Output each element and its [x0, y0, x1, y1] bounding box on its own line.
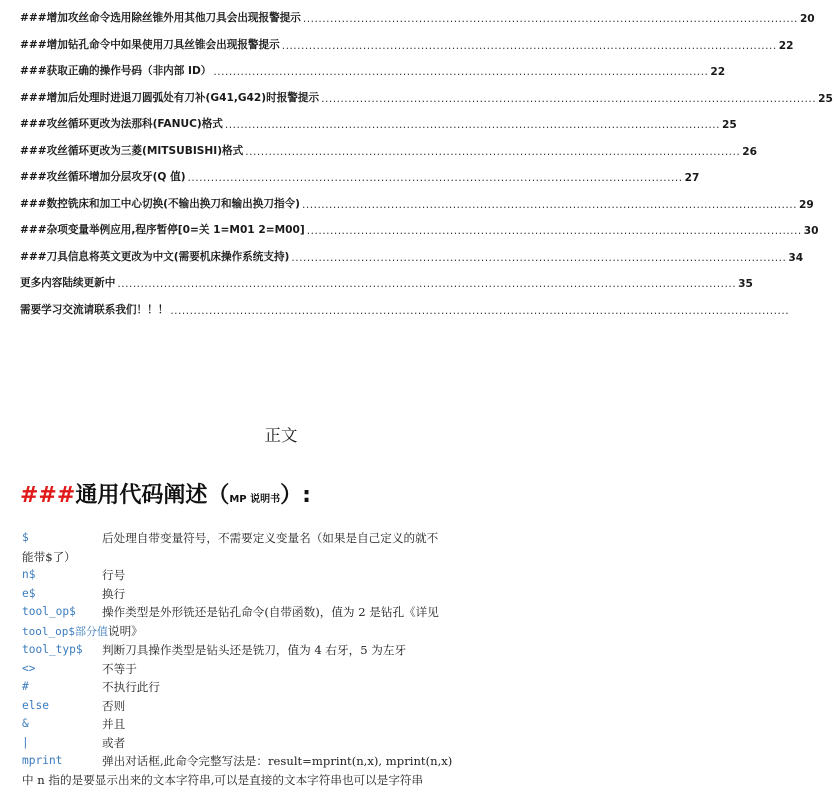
definition-desc-cont: 中 n 指的是要显示出来的文本字符串,可以是直接的文本字符串也可以是字符串 [22, 771, 542, 789]
definition-item [22, 641, 542, 660]
toc-entry-page: 20 [800, 13, 814, 25]
toc-leader: ................................................................................................................................ [188, 172, 683, 184]
definition-item [22, 603, 542, 641]
toc-entry[interactable] [20, 131, 495, 158]
definition-key: tool_op$ [22, 603, 76, 622]
toc-leader: ................................................................................................................................ [302, 199, 797, 211]
toc-entry[interactable] [20, 105, 495, 132]
definition-item [22, 697, 542, 716]
toc-entry-title: ###增加后处理时进退刀圆弧处有刀补(G41,G42)时报警提示 [20, 90, 320, 105]
definition-item [22, 566, 542, 585]
definition-key: $ [22, 529, 29, 548]
toc-entry-title: ###杂项变量举例应用,程序暂停[0=关 1=M01 2=M00] [20, 222, 306, 237]
toc-leader: ................................................................................................................................................................ [170, 305, 789, 317]
toc-entry[interactable] [20, 237, 495, 264]
toc-entry[interactable] [20, 0, 495, 25]
definition-key: mprint [22, 752, 62, 771]
toc-entry-page: 26 [742, 146, 756, 158]
toc-leader: ................................................................................................................................ [291, 252, 786, 264]
toc-entry[interactable] [20, 25, 495, 52]
toc-entry-page: 22 [779, 40, 793, 52]
definition-key: e$ [22, 585, 35, 604]
definition-item [22, 585, 542, 604]
definition-desc: 后处理自带变量符号，不需要定义变量名（如果是自己定义的就不 [22, 529, 542, 548]
definition-desc-tail: 说明》 [108, 624, 143, 638]
toc-leader: ................................................................................................................................ [307, 225, 802, 237]
toc-entry-page: 29 [799, 199, 813, 211]
definition-key: else [22, 697, 49, 716]
definition-desc: 不执行此行 [22, 678, 542, 697]
toc-entry-title: 需要学习交流请联系我们！！！ [20, 302, 169, 317]
definition-item [22, 529, 542, 566]
definition-desc: 不等于 [22, 660, 542, 679]
definition-item [22, 734, 542, 753]
toc-leader: ................................................................................................................................ [213, 66, 708, 78]
definition-desc: 或者 [22, 734, 542, 753]
definition-key: # [22, 678, 29, 697]
toc-entry-page: 25 [722, 119, 736, 131]
toc-leader: ................................................................................................................................ [225, 119, 720, 131]
toc-entry[interactable] [20, 264, 495, 291]
definition-item [22, 660, 542, 679]
toc-entry-page: 27 [685, 172, 699, 184]
toc-leader: ................................................................................................................................ [282, 40, 777, 52]
toc-entry-page: 30 [804, 225, 818, 237]
toc-entry-title: ###攻丝循环增加分层攻牙(Q 值) [20, 169, 187, 184]
toc-entry-title: ###增加钻孔命令中如果使用刀具丝锥会出现报警提示 [20, 37, 281, 52]
toc-entry-title: 更多内容陆续更新中 [20, 275, 116, 290]
definition-key: n$ [22, 566, 35, 585]
toc-leader: ................................................................................................................................ [303, 13, 798, 25]
toc-leader: ................................................................................................................................ [245, 146, 740, 158]
definition-key: tool_typ$ [22, 641, 83, 660]
inline-code: tool_op$部分值 [22, 625, 108, 638]
table-of-contents [20, 0, 495, 317]
toc-entry[interactable] [20, 290, 468, 317]
toc-entry[interactable] [20, 184, 495, 211]
toc-entry-page: 25 [818, 93, 832, 105]
toc-entry-title: ###增加攻丝命令选用除丝锥外用其他刀具会出现报警提示 [20, 10, 302, 25]
toc-entry-page: 35 [738, 278, 752, 290]
definition-desc: 弹出对话框,此命令完整写法是：result=mprint(n,x), mprint(n,x) [22, 752, 542, 771]
toc-entry[interactable] [20, 158, 495, 185]
toc-entry[interactable] [20, 211, 495, 238]
definition-desc: 操作类型是外形铣还是钻孔命令(自带函数)，值为 2 是钻孔《详见 [22, 603, 542, 622]
definition-item [22, 715, 542, 734]
heading-note: MP 说明书 [229, 494, 280, 505]
toc-leader: ................................................................................................................................ [321, 93, 816, 105]
toc-entry-title: ###攻丝循环更改为三菱(MITSUBISHI)格式 [20, 143, 244, 158]
definition-desc-cont [22, 622, 542, 642]
definition-key: | [22, 734, 29, 753]
definition-desc: 并且 [22, 715, 542, 734]
toc-entry-page: 34 [788, 252, 802, 264]
toc-entry[interactable] [20, 52, 495, 79]
toc-entry-page: 22 [710, 66, 724, 78]
definition-desc: 否则 [22, 697, 542, 716]
definition-desc-cont: 能带$了） [22, 548, 542, 567]
toc-entry-title: ###获取正确的操作号码（非内部 ID） [20, 63, 212, 78]
definition-key: & [22, 715, 29, 734]
definition-key: <> [22, 660, 35, 679]
definition-list [22, 529, 542, 789]
toc-entry[interactable] [20, 78, 495, 105]
section-title: 正文 [0, 422, 562, 446]
heading-text: 通用代码阐述（ [75, 483, 229, 508]
definition-item [22, 752, 542, 789]
page-heading [20, 478, 311, 509]
toc-entry-title: ###刀具信息将英文更改为中文(需要机床操作系统支持) [20, 249, 290, 264]
heading-close: ）: [280, 483, 311, 508]
definition-desc: 判断刀具操作类型是钻头还是铣刀，值为 4 右牙，5 为左牙 [22, 641, 542, 660]
toc-entry-title: ###攻丝循环更改为法那科(FANUC)格式 [20, 116, 224, 131]
definition-desc: 行号 [22, 566, 542, 585]
toc-entry-title: ###数控铣床和加工中心切换(不输出换刀和输出换刀指令) [20, 196, 301, 211]
definition-item [22, 678, 542, 697]
toc-leader: ................................................................................................................................................................ [117, 278, 736, 290]
heading-hash: ### [20, 483, 75, 508]
definition-desc: 换行 [22, 585, 542, 604]
